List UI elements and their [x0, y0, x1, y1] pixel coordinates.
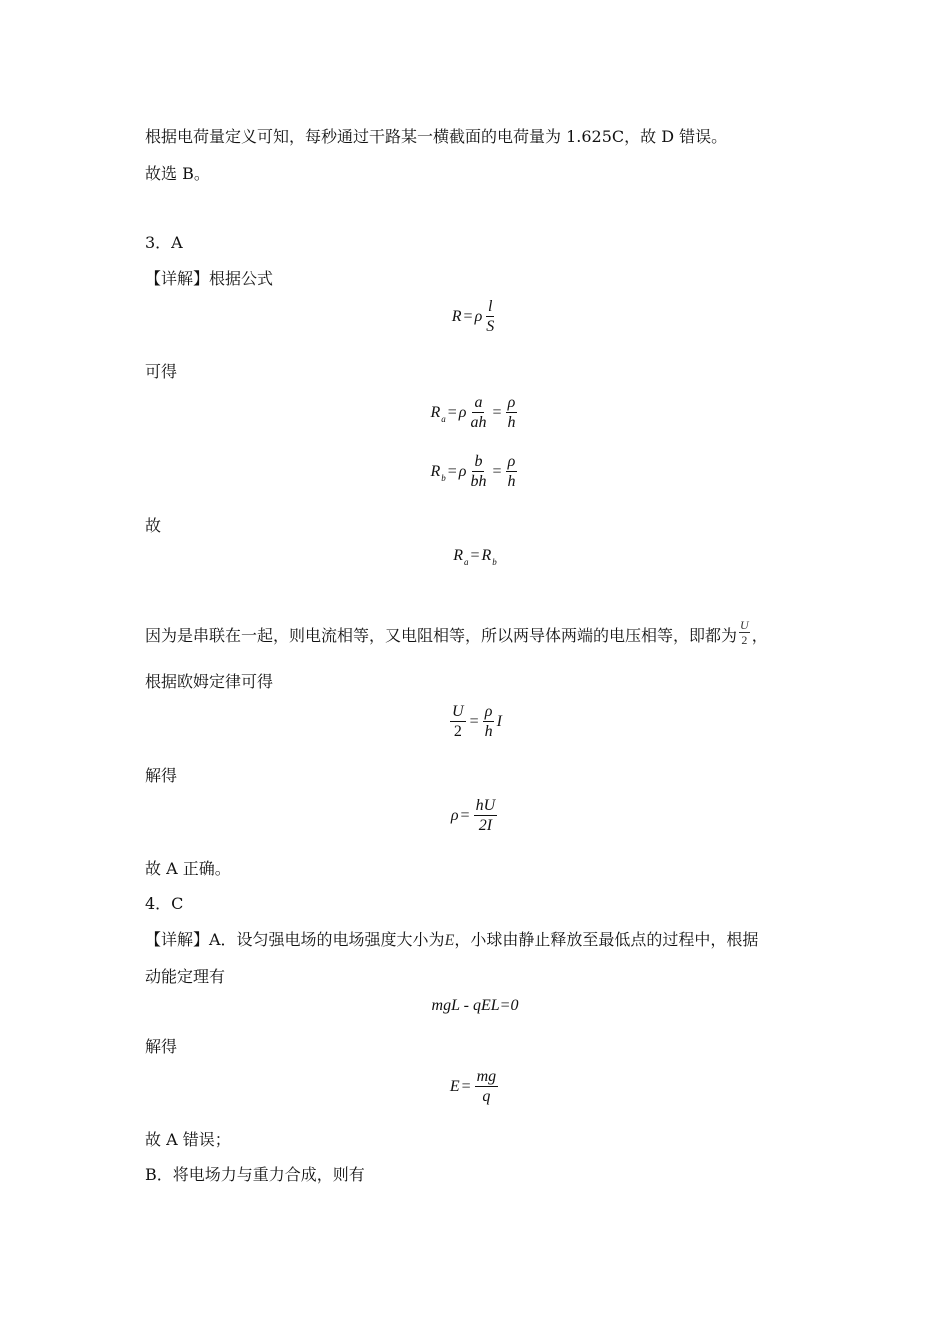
q3-series-text: 因为是串联在一起，则电流相等，又电阻相等，所以两导体两端的电压相等，即都为 $\frac{U}{2}$ ， — [145, 618, 768, 647]
q2-line-1: 根据电荷量定义可知，每秒通过干路某一横截面的电荷量为 1.625C，故 D 错误。 — [145, 127, 728, 146]
formula-e-field: E = $\frac{mg}{q}$ — [449, 1068, 497, 1105]
formula-ra: R a = ρ $\frac{a}{ah}$ = $\frac{\rho}{h}$ — [430, 394, 516, 431]
q4-jiede: 解得 — [145, 1037, 178, 1056]
q3-gu: 故 — [145, 516, 162, 535]
q2-line-2: 故选 B。 — [145, 164, 210, 183]
q4-detail: 【详解】A．设匀强电场的电场强度大小为E，小球由静止释放至最低点的过程中，根据 — [145, 930, 759, 949]
q3-jiede: 解得 — [145, 766, 178, 785]
q3-conclusion: 故 A 正确。 — [145, 859, 231, 878]
q4-conclusion: 故 A 错误； — [145, 1130, 231, 1149]
formula-ohm: $\frac{U}{2}$ = $\frac{\rho}{h}$ I — [452, 703, 502, 740]
formula-ra-eq-rb: R a = R b — [453, 547, 497, 567]
formula-energy: mgL - qEL=0 — [431, 997, 519, 1014]
q4-line-2: 动能定理有 — [145, 967, 226, 986]
q4-heading: 4．C — [145, 894, 184, 913]
q4-b-line: B．将电场力与重力合成，则有 — [145, 1165, 365, 1184]
inline-fraction-u-over-2: $\frac{U}{2}$ — [740, 618, 749, 647]
q3-detail: 【详解】根据公式 — [145, 269, 274, 288]
formula-rb: R b = ρ $\frac{b}{bh}$ = $\frac{\rho}{h}$ — [430, 453, 516, 490]
q3-kede: 可得 — [145, 362, 178, 381]
formula-resistance: R = ρ $\frac{l}{S}$ — [451, 298, 495, 335]
q3-ohm: 根据欧姆定律可得 — [145, 672, 274, 691]
q3-heading: 3．A — [145, 233, 183, 252]
formula-rho: ρ = $\frac{hU}{2I}$ — [450, 797, 496, 834]
